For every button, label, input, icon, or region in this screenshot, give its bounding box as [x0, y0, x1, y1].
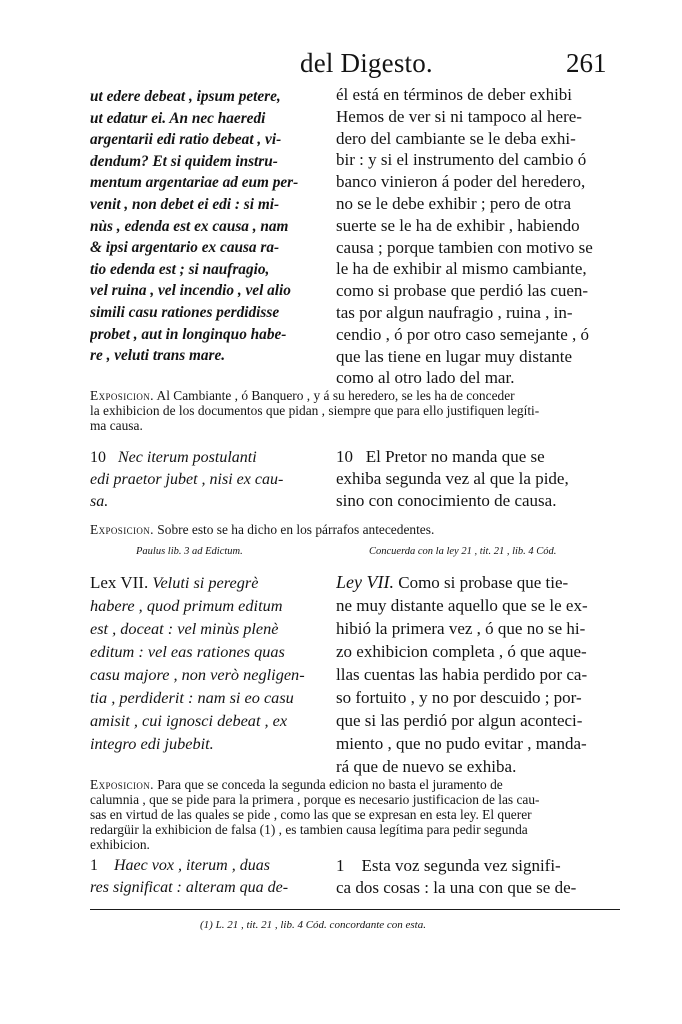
exposicion-label: Exposicion. — [90, 522, 154, 537]
spanish-line: que si las perdió por algun aconteci- — [336, 711, 583, 730]
paragraph-number: 1 — [90, 857, 98, 874]
latin-line: casu majore , non verò negligen- — [90, 665, 305, 684]
source-left: Paulus lib. 3 ad Edictum. — [136, 546, 243, 557]
page-header — [0, 42, 682, 82]
spanish-line: como al otro lado del mar. — [336, 368, 515, 388]
spanish-line: causa ; porque tambien con motivo se — [336, 237, 593, 257]
latin-line: editum : vel eas rationes quas — [90, 642, 285, 661]
spanish-column-3 — [336, 855, 616, 899]
latin-line: tio edenda est ; si naufragio, — [90, 260, 270, 278]
latin-line: vel ruina , vel incendio , vel alio — [90, 282, 291, 300]
spanish-line: suerte se le ha de exhibir , habiendo — [336, 215, 580, 235]
latin-line: ut edere debeat , ipsum petere, — [90, 88, 281, 105]
latin-column-1 — [90, 86, 320, 367]
latin-line: & ipsi argentario ex causa ra- — [90, 239, 280, 257]
latin-line: mentum argentariae ad eum per- — [90, 174, 299, 192]
latin-line: ut edatur ei. An nec haeredi — [90, 109, 266, 127]
spanish-line: llas cuentas las habia perdido por ca- — [336, 665, 588, 684]
latin-line: edi praetor jubet , nisi ex cau- — [90, 471, 284, 488]
latin-line: dendum? Et si quidem instru- — [90, 152, 278, 170]
spanish-line — [336, 446, 616, 468]
spanish-text: El Pretor no manda que se — [365, 447, 545, 466]
exposicion-text: Sobre esto se ha dicho en los párrafos antecedentes. — [157, 522, 435, 537]
spanish-text: Como si probase que tie- — [398, 573, 569, 592]
exposicion-text: Al Cambiante , ó Banquero , y á su heredero, se les ha de conceder — [156, 388, 515, 403]
latin-line: venit , non debet ei edi : si mi- — [90, 195, 280, 213]
exposicion-label: Exposicion. — [90, 388, 154, 403]
footnote: (1) L. 21 , tit. 21 , lib. 4 Cód. concordante con esta. — [200, 919, 426, 931]
latin-line: nùs , edenda est ex causa , nam — [90, 217, 289, 235]
latin-line — [90, 855, 320, 877]
spanish-line: ca dos cosas : la una con que se de- — [336, 878, 577, 897]
exposicion-block-2 — [90, 522, 620, 537]
exposicion-line — [90, 388, 620, 403]
lex-heading: Lex VII. — [90, 573, 149, 592]
spanish-line — [336, 571, 616, 594]
exposicion-block-3 — [90, 777, 620, 852]
latin-line: habere , quod primum editum — [90, 596, 283, 615]
exposicion-line — [90, 777, 620, 792]
latin-line — [90, 447, 320, 469]
spanish-column-1 — [336, 84, 616, 389]
exposicion-line: la exhibicion de los documentos que pidan , siempre que para ello justifiquen legíti- — [90, 403, 540, 418]
latin-line: probet , aut in longinquo habe- — [90, 325, 287, 343]
spanish-line: miento , que no pudo evitar , manda- — [336, 734, 587, 753]
spanish-text: Esta voz segunda vez signifi- — [361, 856, 561, 875]
paragraph-number: 10 — [90, 449, 106, 466]
exposicion-text: Para que se conceda la segunda edicion no basta el juramento de — [157, 777, 503, 792]
exposicion-line: redargüir la exhibicion de falsa (1) , es tambien causa legítima para pedir segunda — [90, 822, 528, 837]
spanish-line: exhiba segunda vez al que la pide, — [336, 469, 569, 488]
source-references — [0, 546, 682, 564]
spanish-line: cendio , ó por otro caso semejante , ó — [336, 324, 590, 344]
spanish-column-2 — [336, 446, 616, 512]
spanish-line: zo exhibicion completa , ó que aque- — [336, 642, 587, 661]
latin-text: Veluti si peregrè — [152, 573, 259, 592]
spanish-line — [336, 855, 616, 877]
spanish-line: ne muy distante aquello que se le ex- — [336, 596, 588, 615]
exposicion-line: calumnia , que se pide para la primera , porque es necesario justificacion de las cau- — [90, 792, 540, 807]
latin-line: argentarii edi ratio debeat , vi- — [90, 131, 282, 149]
latin-column-3 — [90, 855, 320, 899]
spanish-line: no se le debe exhibir ; pero de otra — [336, 193, 572, 213]
latin-column-2 — [90, 447, 320, 513]
spanish-line: como si probase que perdió las cuen- — [336, 281, 589, 301]
latin-line: re , veluti trans mare. — [90, 347, 226, 365]
spanish-line: sino con conocimiento de causa. — [336, 491, 557, 510]
exposicion-label: Exposicion. — [90, 777, 154, 792]
spanish-line: tas por algun naufragio , ruina , in- — [336, 302, 573, 322]
latin-line: res significat : alteram qua de- — [90, 879, 289, 896]
latin-line: amisit , cui ignosci debeat , ex — [90, 711, 288, 730]
latin-line: sa. — [90, 493, 109, 510]
spanish-line: rá que de nuevo se exhiba. — [336, 757, 517, 776]
exposicion-line: ma causa. — [90, 418, 143, 433]
latin-column-lex7 — [90, 571, 320, 755]
source-right: Concuerda con la ley 21 , tit. 21 , lib. 4 Cód. — [369, 546, 557, 557]
latin-line — [90, 571, 320, 594]
footnote-rule — [90, 909, 620, 910]
paragraph-number: 10 — [336, 447, 353, 466]
spanish-line: Hemos de ver si ni tampoco al here- — [336, 106, 582, 126]
spanish-line: hibió la primera vez , ó que no se hi- — [336, 619, 586, 638]
latin-line: integro edi jubebit. — [90, 734, 214, 753]
spanish-line: le ha de exhibir al mismo cambiante, — [336, 259, 587, 279]
spanish-line: dero del cambiante se le deba exhi- — [336, 128, 576, 148]
latin-line: est , doceat : vel minùs plenè — [90, 619, 279, 638]
spanish-line: so fortuito , y no por descuido ; por- — [336, 688, 582, 707]
ley-heading: Ley VII. — [336, 572, 394, 592]
exposicion-line — [90, 522, 620, 537]
spanish-column-lex7 — [336, 571, 616, 778]
spanish-line: banco vinieron á poder del heredero, — [336, 172, 586, 192]
latin-line: tia , perdiderit : nam si eo casu — [90, 688, 294, 707]
spanish-line: que las tiene en lugar muy distante — [336, 346, 573, 366]
exposicion-line: sas en virtud de las quales se pide , como las que se expresan en esta ley. El querer — [90, 807, 532, 822]
latin-text: Haec vox , iterum , duas — [114, 857, 270, 874]
paragraph-number: 1 — [336, 856, 345, 875]
exposicion-block-1 — [90, 388, 620, 433]
page-number: 261 — [566, 48, 607, 78]
running-title: del Digesto. — [300, 48, 433, 78]
spanish-line: él está en términos de deber exhibi — [336, 85, 573, 104]
spanish-line: bir : y si el instrumento del cambio ó — [336, 150, 587, 170]
latin-line: simili casu rationes perdidisse — [90, 303, 280, 321]
latin-text: Nec iterum postulanti — [118, 449, 257, 466]
exposicion-line: exhibicion. — [90, 837, 150, 852]
